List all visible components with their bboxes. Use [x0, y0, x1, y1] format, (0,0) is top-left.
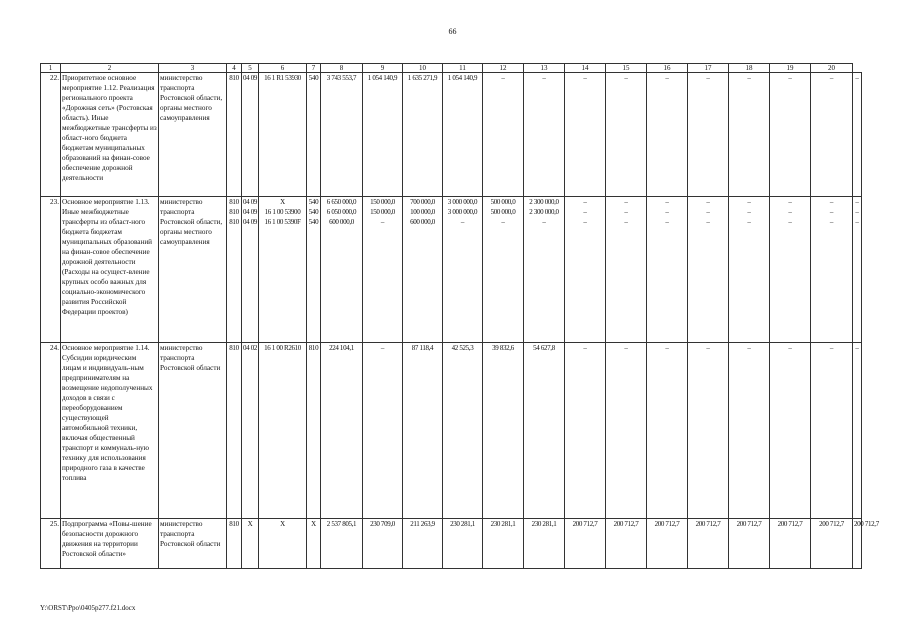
value-cell [688, 519, 729, 569]
value: – [583, 208, 587, 216]
value: 04 09 [243, 208, 258, 216]
value: 211 263,9 [410, 520, 435, 528]
value: 16 1 R1 53930 [264, 74, 301, 82]
value: – [829, 74, 834, 82]
value-cell [242, 73, 259, 197]
row-number: 24. [41, 343, 61, 519]
value: 540 [308, 218, 319, 226]
value-cell [729, 197, 770, 343]
value-cell [729, 73, 770, 197]
value: – [624, 344, 628, 352]
column-number: 15 [606, 64, 647, 73]
value: – [706, 198, 710, 206]
column-number: 9 [363, 64, 403, 73]
value: – [788, 74, 792, 82]
value: Х [247, 520, 253, 528]
value: 6 050 000,0 [326, 208, 357, 216]
value: 600 000,0 [410, 218, 435, 226]
column-number: 8 [321, 64, 363, 73]
value: 87 118,4 [411, 344, 434, 352]
value: 04 09 [243, 218, 258, 226]
value: – [706, 218, 710, 226]
column-number: 14 [565, 64, 606, 73]
value: 3 000 000,0 [447, 198, 478, 206]
value-cell [363, 73, 403, 197]
value-cell [242, 197, 259, 343]
value: 230 281,1 [450, 520, 475, 528]
executor: министерство транспорта Ростовской области [159, 343, 227, 519]
value: 810 [229, 74, 239, 82]
value-cell [647, 519, 688, 569]
value-cell [853, 197, 862, 343]
value: 810 [229, 218, 239, 226]
value: – [583, 344, 587, 352]
value: 150 000,0 [370, 198, 395, 206]
value: – [829, 344, 834, 352]
column-number: 5 [242, 64, 259, 73]
value: 810 [229, 520, 239, 528]
value-cell [307, 343, 321, 519]
executor: министерство транспорта Ростовской области [159, 519, 227, 569]
value-cell [565, 343, 606, 519]
value-cell [321, 197, 363, 343]
value: 16 1 00 5390F [264, 218, 301, 226]
value: – [583, 74, 587, 82]
value: – [665, 74, 669, 82]
value: – [706, 74, 710, 82]
value: – [747, 344, 751, 352]
value: 1 054 140,9 [367, 74, 398, 82]
value-cell [242, 519, 259, 569]
value-cell [524, 519, 565, 569]
value: – [706, 208, 710, 216]
value: 224 104,1 [329, 344, 354, 352]
value-cell [443, 197, 483, 343]
value-cell [524, 343, 565, 519]
value: – [460, 218, 465, 226]
value: – [855, 344, 859, 352]
value: – [665, 218, 669, 226]
value-cell [443, 73, 483, 197]
value: 810 [229, 198, 239, 206]
column-number: 13 [524, 64, 565, 73]
value: – [855, 218, 859, 226]
value: 230 281,1 [490, 520, 516, 528]
value: – [583, 198, 587, 206]
value-cell [606, 519, 647, 569]
value: – [665, 208, 669, 216]
column-number: 4 [227, 64, 242, 73]
value-cell [524, 197, 565, 343]
table-row [41, 73, 862, 197]
value-cell [606, 343, 647, 519]
value-cell [483, 73, 524, 197]
measure-name: Основное мероприятие 1.14. Субсидии юридическим лицам и индивидуаль-ным предпринимателям на возмещение недополученных доходов в связи с переоборудованием существующей автомобильной техники, включая общественный транспорт и коммуналь-ную технику для использования природного газа в качестве топлива [61, 343, 159, 519]
column-number: 12 [483, 64, 524, 73]
value-cell [307, 197, 321, 343]
column-number: 19 [770, 64, 811, 73]
value: – [855, 208, 859, 216]
value: 200 712,7 [777, 520, 803, 528]
row-number: 25. [41, 519, 61, 569]
value-cell [811, 197, 853, 343]
value: – [380, 218, 385, 226]
measure-name: Основное мероприятие 1.13. Иные межбюджетные трансферты из област-ного бюджета бюджетам муниципальных образований на финан-совое обеспечение дорожной деятельности (Расходы на осущест-вление крупных особо важных для социально-экономического развития Российской Федерации проектов) [61, 197, 159, 343]
value: 540 [308, 198, 319, 206]
value: – [855, 74, 859, 82]
value-cell [688, 197, 729, 343]
value-cell [811, 343, 853, 519]
value-cell [647, 73, 688, 197]
column-number: 20 [811, 64, 853, 73]
value: 04 09 [243, 74, 258, 82]
value: – [747, 74, 751, 82]
value: – [829, 218, 834, 226]
value-cell [770, 519, 811, 569]
value: 16 1 00 53900 [264, 208, 301, 216]
value: 04 02 [243, 344, 258, 352]
value-cell [259, 73, 307, 197]
budget-table [40, 63, 879, 569]
value-cell [770, 197, 811, 343]
value: – [542, 218, 546, 226]
page-number: 66 [448, 27, 457, 36]
value: – [788, 218, 792, 226]
value-cell [688, 343, 729, 519]
value: – [624, 218, 628, 226]
column-number: 11 [443, 64, 483, 73]
table-row [41, 343, 862, 519]
value: – [747, 208, 751, 216]
value-cell [227, 519, 242, 569]
value-cell [403, 73, 443, 197]
value: – [747, 218, 751, 226]
value: 540 [308, 208, 319, 216]
table-row [41, 519, 862, 569]
value-cell [647, 343, 688, 519]
value: 600 000,0 [329, 218, 354, 226]
value-cell [403, 197, 443, 343]
value-cell [259, 197, 307, 343]
value: Х [280, 198, 285, 206]
value: 6 650 000,0 [326, 198, 357, 206]
value: – [747, 198, 751, 206]
measure-name: Приоритетное основное мероприятие 1.12. Реализация регионального проекта «Дорожная сеть» (Ростовская область). Иные межбюджетные трансферты из област-ного бюджета бюджетам муниципальных образований на финан-совое обеспечение дорожной деятельности [61, 73, 159, 197]
value-cell [565, 73, 606, 197]
executor: министерство транспорта Ростовской области, органы местного самоуправления [159, 73, 227, 197]
value: – [624, 208, 628, 216]
value-cell [811, 519, 853, 569]
value: 810 [229, 208, 239, 216]
value-cell [321, 519, 363, 569]
value-cell [853, 343, 862, 519]
value: Х [280, 520, 285, 528]
value: 1 635 271,9 [407, 74, 438, 82]
value: 200 712,7 [736, 520, 762, 528]
value-cell [729, 519, 770, 569]
column-number: 3 [159, 64, 227, 73]
executor: министерство транспорта Ростовской области, органы местного самоуправления [159, 197, 227, 343]
column-number: 2 [61, 64, 159, 73]
column-number: 6 [259, 64, 307, 73]
value-cell [853, 73, 862, 197]
value: 700 000,0 [410, 198, 435, 206]
value: – [624, 74, 628, 82]
value-cell [565, 197, 606, 343]
column-number: 7 [307, 64, 321, 73]
value-cell [321, 73, 363, 197]
value-cell [259, 343, 307, 519]
value-cell [483, 519, 524, 569]
value: 39 832,6 [492, 344, 514, 352]
value: – [829, 208, 834, 216]
value: 200 712,7 [854, 520, 879, 528]
value: – [380, 344, 385, 352]
value-cell [483, 197, 524, 343]
value: – [501, 218, 505, 226]
column-number: 18 [729, 64, 770, 73]
value-cell [321, 343, 363, 519]
value-cell [259, 519, 307, 569]
value-cell [363, 343, 403, 519]
column-number: 10 [403, 64, 443, 73]
value: 1 054 140,9 [447, 74, 478, 82]
value-cell [606, 197, 647, 343]
value-cell [227, 73, 242, 197]
value-cell [770, 73, 811, 197]
column-number-row [41, 64, 862, 73]
value: 200 712,7 [654, 520, 680, 528]
value: 16 1 00 R2610 [264, 344, 301, 352]
value: 200 712,7 [613, 520, 639, 528]
value: 2 537 805,1 [326, 520, 357, 528]
row-number: 23. [41, 197, 61, 343]
value-cell [811, 73, 853, 197]
value-cell [403, 519, 443, 569]
value: – [665, 344, 669, 352]
value: 810 [308, 344, 319, 352]
value-cell [483, 343, 524, 519]
value: – [583, 218, 587, 226]
value-cell [363, 197, 403, 343]
value-cell [647, 197, 688, 343]
value: 230 281,1 [531, 520, 557, 528]
value: Х [311, 520, 316, 528]
value: 500 000,0 [490, 208, 516, 216]
value-cell [524, 73, 565, 197]
value-cell [729, 343, 770, 519]
column-number: 1 [41, 64, 61, 73]
value-cell [688, 73, 729, 197]
value: 3 000 000,0 [447, 208, 478, 216]
value: 230 709,0 [370, 520, 395, 528]
value: 540 [308, 74, 319, 82]
value-cell [242, 343, 259, 519]
value: 04 09 [243, 198, 258, 206]
row-number: 22. [41, 73, 61, 197]
value: – [855, 198, 859, 206]
value: 100 000,0 [410, 208, 435, 216]
table-row [41, 197, 862, 343]
file-path-footer: Y:\ORST\Ppo\0405p277.f21.docx [40, 604, 136, 612]
value-cell [770, 343, 811, 519]
value: – [706, 344, 710, 352]
value: 150 000,0 [370, 208, 395, 216]
value-cell [606, 73, 647, 197]
value: 2 300 000,0 [529, 198, 559, 206]
value-cell [403, 343, 443, 519]
value: 200 712,7 [819, 520, 844, 528]
value-cell [307, 73, 321, 197]
value: – [788, 198, 792, 206]
measure-name: Подпрограмма «Повы-шение безопасности дорожного движения на территории Ростовской области» [61, 519, 159, 569]
value: 54 627,8 [533, 344, 555, 352]
value: 810 [229, 344, 239, 352]
column-number: 16 [647, 64, 688, 73]
value-cell [227, 197, 242, 343]
value: – [542, 74, 546, 82]
value: – [501, 74, 505, 82]
value: 200 712,7 [572, 520, 598, 528]
value-cell [363, 519, 403, 569]
value: – [788, 208, 792, 216]
value: 2 300 000,0 [529, 208, 559, 216]
value: 3 743 553,7 [326, 74, 357, 82]
column-number: 17 [688, 64, 729, 73]
value: – [665, 198, 669, 206]
value-cell [443, 519, 483, 569]
value-cell [853, 519, 879, 569]
value-cell [227, 343, 242, 519]
value-cell [443, 343, 483, 519]
value: – [829, 198, 834, 206]
value-cell [565, 519, 606, 569]
value: – [624, 198, 628, 206]
value: 42 525,3 [451, 344, 474, 352]
value-cell [307, 519, 321, 569]
value: – [788, 344, 792, 352]
value: 200 712,7 [695, 520, 721, 528]
value: 500 000,0 [490, 198, 516, 206]
